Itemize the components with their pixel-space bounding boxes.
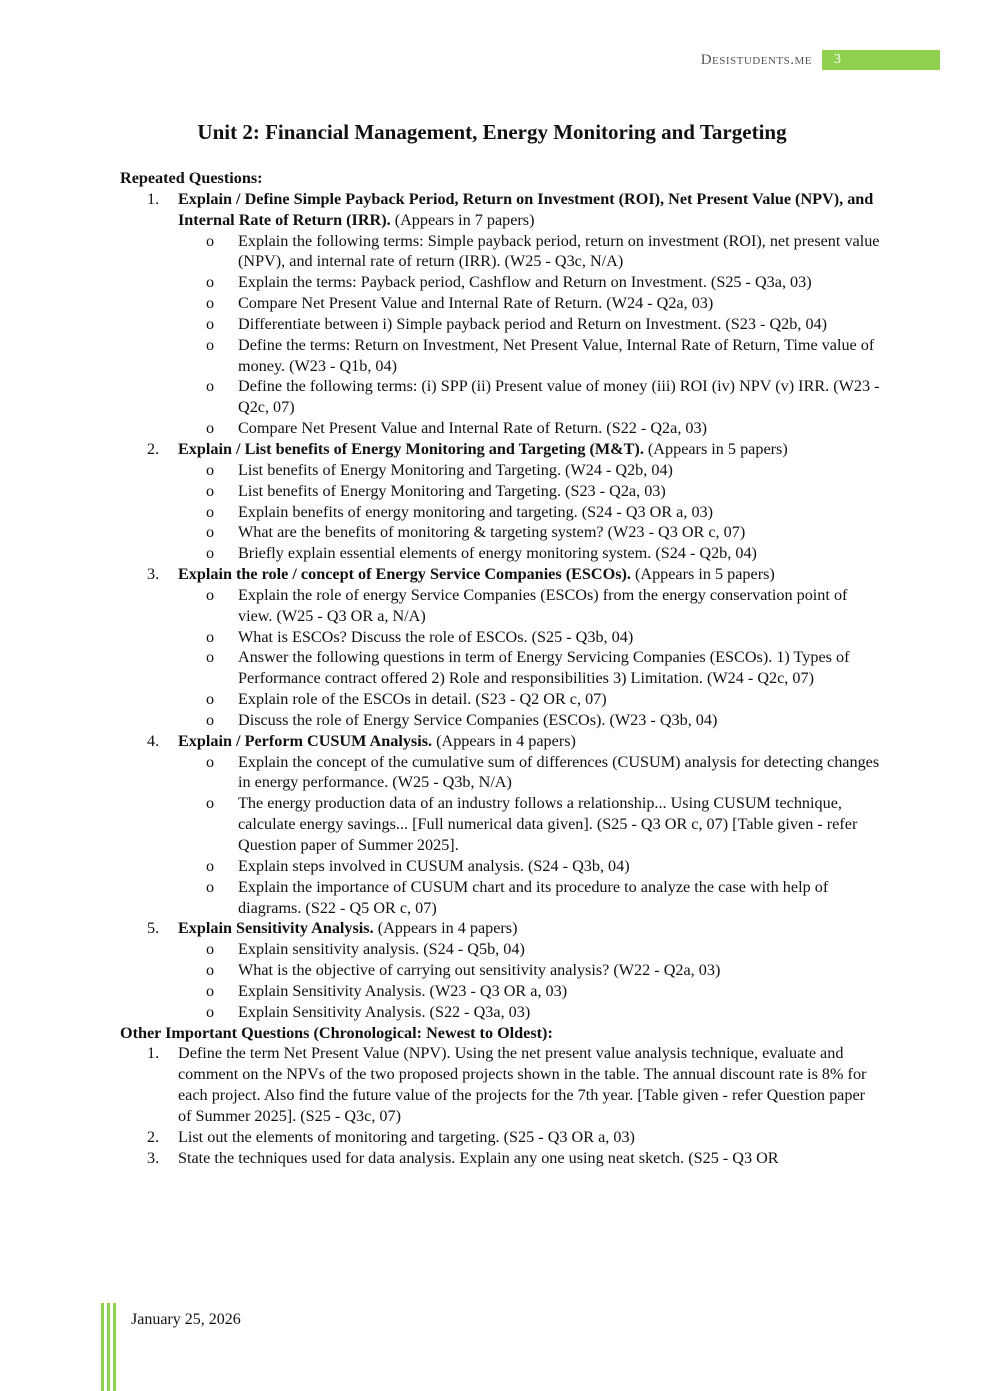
sub-question-text: List benefits of Energy Monitoring and Targeting. (S23 - Q2a, 03): [238, 481, 666, 500]
sub-question-text: Discuss the role of Energy Service Companies (ESCOs). (W23 - Q3b, 04): [238, 710, 718, 729]
sub-question-text: Explain Sensitivity Analysis. (W23 - Q3 OR a, 03): [238, 981, 568, 1000]
bullet-icon: o: [206, 294, 215, 313]
item-number: 2.: [147, 439, 160, 458]
sub-question: [178, 877, 880, 919]
sub-question-text: Explain Sensitivity Analysis. (S22 - Q3a, 03): [238, 1002, 531, 1021]
sub-question: [178, 793, 880, 856]
item-number: 4.: [147, 731, 160, 750]
sub-question: [178, 335, 880, 377]
repeated-questions-list: [120, 189, 880, 1023]
sub-question: [178, 856, 880, 877]
sub-question: [178, 710, 880, 731]
question-topic: Explain Sensitivity Analysis.: [178, 919, 374, 938]
sub-question: [178, 522, 880, 543]
sub-question: [178, 939, 880, 960]
other-questions-list: [120, 1043, 880, 1168]
sub-question: [178, 376, 880, 418]
sub-question-list: [178, 585, 880, 731]
question-topic: Explain the role / concept of Energy Service Companies (ESCOs).: [178, 565, 631, 584]
question-item: [120, 731, 880, 919]
question-item: [120, 439, 880, 564]
bullet-icon: o: [206, 752, 215, 771]
sub-question-list: [178, 460, 880, 564]
other-heading: Other Important Questions (Chronological: Newest to Oldest):: [120, 1023, 553, 1042]
sub-question: [178, 981, 880, 1002]
bullet-icon: o: [206, 710, 215, 729]
appearance-count: (Appears in 4 papers): [432, 731, 576, 750]
question-item: [120, 189, 880, 439]
sub-question-list: [178, 752, 880, 919]
sub-question: [178, 647, 880, 689]
bullet-icon: o: [206, 314, 215, 333]
sub-question-text: Answer the following questions in term of Energy Servicing Companies (ESCOs). 1) Types of Performance contract offered 2) Role and responsibilities 3) Limitation. (W24 - Q2c, 07): [238, 648, 850, 688]
sub-question-list: [178, 939, 880, 1022]
bullet-icon: o: [206, 419, 215, 438]
sub-question: [178, 543, 880, 564]
sub-question-text: Explain role of the ESCOs in detail. (S23 - Q2 OR c, 07): [238, 690, 607, 709]
sub-question-text: Define the terms: Return on Investment, Net Present Value, Internal Rate of Return, Time value of money. (W23 - Q1b, 04): [238, 335, 875, 375]
sub-question-text: Explain the terms: Payback period, Cashflow and Return on Investment. (S25 - Q3a, 03): [238, 273, 812, 292]
bullet-icon: o: [206, 523, 215, 542]
page-title: Unit 2: Financial Management, Energy Monitoring and Targeting: [197, 120, 787, 144]
bullet-icon: o: [206, 544, 215, 563]
bullet-icon: o: [206, 460, 215, 479]
bullet-icon: o: [206, 502, 215, 521]
question-item: [120, 918, 880, 1022]
item-number: 1.: [147, 189, 160, 208]
sub-question-text: Explain the following terms: Simple payback period, return on investment (ROI), net present value (NPV), and internal rate of return (IRR). (W25 - Q3c, N/A): [238, 231, 880, 271]
sub-question-text: Explain benefits of energy monitoring and targeting. (S24 - Q3 OR a, 03): [238, 502, 714, 521]
appearance-count: (Appears in 7 papers): [390, 210, 535, 229]
bullet-icon: o: [206, 481, 215, 500]
site-name: Desistudents.me: [700, 51, 812, 68]
sub-question-text: Explain the importance of CUSUM chart and its procedure to analyze the case with help of diagrams. (S22 - Q5 OR c, 07): [238, 877, 829, 917]
sub-question: [178, 231, 880, 273]
sub-question: [178, 585, 880, 627]
sub-question-text: What is the objective of carrying out sensitivity analysis? (W22 - Q2a, 03): [238, 961, 721, 980]
page-header: [701, 49, 940, 71]
bullet-icon: o: [206, 794, 215, 813]
sub-question-text: Explain steps involved in CUSUM analysis. (S24 - Q3b, 04): [238, 856, 630, 875]
sub-question-text: Explain the role of energy Service Companies (ESCOs) from the energy conservation point of view. (W25 - Q3 OR a, N/A): [238, 585, 848, 625]
sub-question-text: List benefits of Energy Monitoring and Targeting. (W24 - Q2b, 04): [238, 460, 673, 479]
question-topic: Explain / Define Simple Payback Period, Return on Investment (ROI), Net Present Value (NPV), and Internal Rate of Return (IRR).: [178, 189, 874, 229]
appearance-count: (Appears in 4 papers): [373, 919, 518, 938]
sub-question: [178, 293, 880, 314]
bullet-icon: o: [206, 1002, 215, 1021]
sub-question-list: [178, 231, 880, 439]
bullet-icon: o: [206, 335, 215, 354]
bullet-icon: o: [206, 231, 215, 250]
sub-question: [178, 502, 880, 523]
item-number: 2.: [147, 1127, 160, 1146]
bullet-icon: o: [206, 585, 215, 604]
sub-question: [178, 752, 880, 794]
sub-question-text: What is ESCOs? Discuss the role of ESCOs. (S25 - Q3b, 04): [238, 627, 634, 646]
sub-question: [178, 627, 880, 648]
item-number: 5.: [147, 919, 160, 938]
sub-question: [178, 481, 880, 502]
repeated-heading: Repeated Questions:: [120, 169, 263, 187]
bullet-icon: o: [206, 627, 215, 646]
bullet-icon: o: [206, 961, 215, 980]
sub-question: [178, 272, 880, 293]
bullet-icon: o: [206, 273, 215, 292]
question-item: [120, 1148, 880, 1169]
bullet-icon: o: [206, 940, 215, 959]
footer-date: January 25, 2026: [131, 1311, 241, 1328]
sub-question-text: What are the benefits of monitoring & targeting system? (W23 - Q3 OR c, 07): [238, 523, 746, 542]
question-text: Define the term Net Present Value (NPV). Using the net present value analysis technique, evaluate and comment on the NPVs of the two proposed projects shown in the table. The annual discount rate is 8% for each project. Also find the future value of the projects for the 7th year. [Table given - refer Question paper of Summer 2025]. (S25 - Q3c, 07): [178, 1044, 867, 1125]
sub-question-text: Differentiate between i) Simple payback period and Return on Investment. (S23 - Q2b, 04): [238, 314, 828, 333]
sub-question-text: Define the following terms: (i) SPP (ii) Present value of money (iii) ROI (iv) NPV (v) IRR. (W23 - Q2c, 07): [238, 377, 880, 417]
sub-question-text: Briefly explain essential elements of energy monitoring system. (S24 - Q2b, 04): [238, 544, 757, 563]
bullet-icon: o: [206, 690, 215, 709]
question-item: [120, 1127, 880, 1148]
sub-question: [178, 960, 880, 981]
bullet-icon: o: [206, 877, 215, 896]
sub-question: [178, 418, 880, 439]
page-number: 3: [822, 50, 940, 70]
item-number: 3.: [147, 565, 160, 584]
sub-question-text: Explain sensitivity analysis. (S24 - Q5b, 04): [238, 940, 525, 959]
bullet-icon: o: [206, 981, 215, 1000]
appearance-count: (Appears in 5 papers): [630, 565, 775, 584]
sub-question: [178, 1002, 880, 1023]
bullet-icon: o: [206, 648, 215, 667]
sub-question-text: Compare Net Present Value and Internal Rate of Return. (S22 - Q2a, 03): [238, 419, 708, 438]
question-topic: Explain / List benefits of Energy Monitoring and Targeting (M&T).: [178, 439, 644, 458]
bullet-icon: o: [206, 377, 215, 396]
sub-question: [178, 314, 880, 335]
sub-question: [178, 460, 880, 481]
document-body: [120, 168, 880, 1169]
page-footer: [101, 1303, 401, 1391]
bullet-icon: o: [206, 856, 215, 875]
item-number: 3.: [147, 1148, 160, 1167]
question-text: List out the elements of monitoring and targeting. (S25 - Q3 OR a, 03): [178, 1127, 635, 1146]
sub-question-text: Explain the concept of the cumulative sum of differences (CUSUM) analysis for detecting changes in energy performance. (W25 - Q3b, N/A): [238, 752, 880, 792]
sub-question-text: The energy production data of an industry follows a relationship... Using CUSUM technique, calculate energy savings... [Full numerical data given]. (S25 - Q3 OR c, 07) [Table given - refer Question paper of Summer 2025].: [238, 794, 858, 854]
question-item: [120, 564, 880, 731]
question-topic: Explain / Perform CUSUM Analysis.: [178, 731, 433, 750]
item-number: 1.: [147, 1044, 160, 1063]
footer-bars: [101, 1303, 117, 1391]
question-text: State the techniques used for data analysis. Explain any one using neat sketch. (S25 - Q3 OR: [178, 1148, 779, 1167]
sub-question: [178, 689, 880, 710]
question-item: [120, 1043, 880, 1126]
sub-question-text: Compare Net Present Value and Internal Rate of Return. (W24 - Q2a, 03): [238, 294, 714, 313]
appearance-count: (Appears in 5 papers): [643, 439, 788, 458]
